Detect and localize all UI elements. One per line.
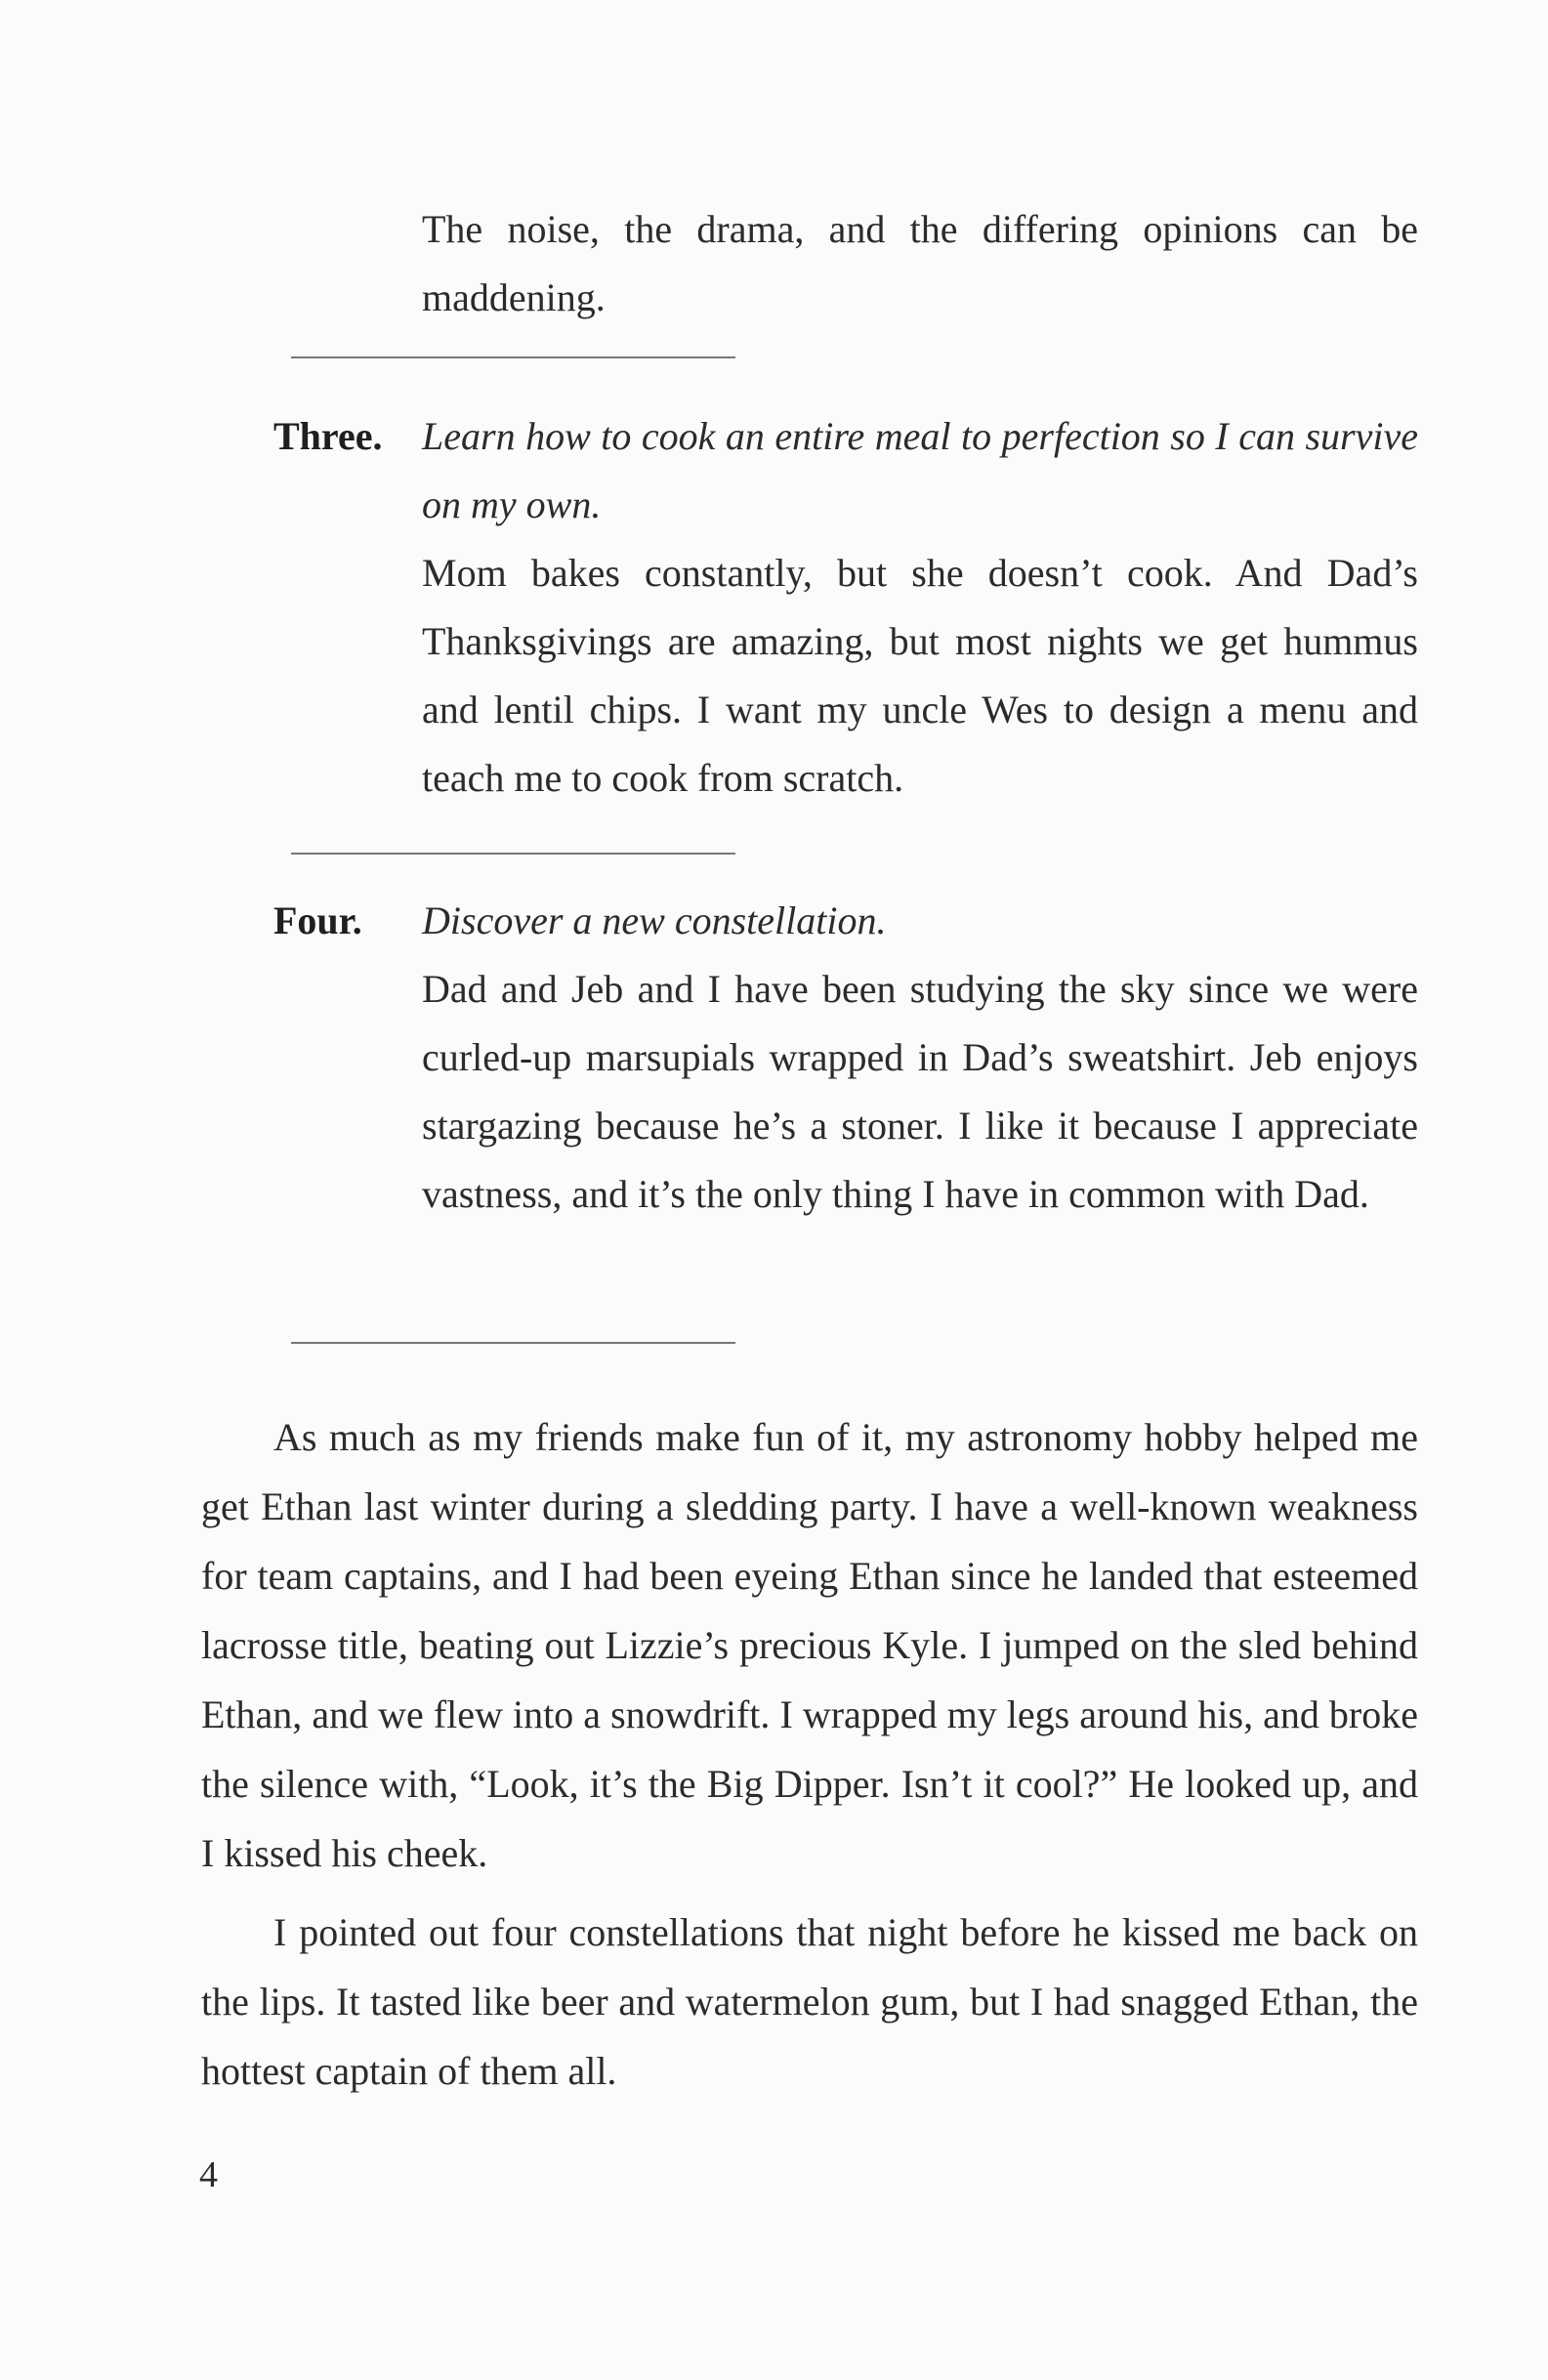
narrative-text xyxy=(201,1402,1418,2115)
item-content xyxy=(422,402,1418,813)
item-body: Dad and Jeb and I have been studying the sky since we were curled-up marsupials wrapped in Dad’s sweatshirt. Jeb enjoys stargazing because he’s a stoner. I like it because I appreciate vastness, and it’s the only thing I have in common with Dad. xyxy=(422,967,1418,1216)
item-body: Mom bakes constantly, but she doesn’t cook. And Dad’s Thanksgivings are amazing, but most nights we get hummus and lentil chips. I want my uncle Wes to design a menu and teach me to cook from scratch. xyxy=(422,551,1418,800)
section-divider xyxy=(291,853,735,855)
item-title: Learn how to cook an entire meal to perfection so I can survive on my own. xyxy=(422,414,1418,526)
item-number: Three. xyxy=(273,414,383,458)
intro-paragraph: The noise, the drama, and the differing opinions can be maddening. xyxy=(422,207,1418,319)
narrative-paragraph: I pointed out four constellations that night before he kissed me back on the lips. It tasted like beer and watermelon gum, but I had snagged Ethan, the hottest captain of them all. xyxy=(201,1910,1418,2093)
item-title: Discover a new constellation. xyxy=(422,898,887,942)
narrative-paragraph: As much as my friends make fun of it, my astronomy hobby helped me get Ethan last winter during a sledding party. I have a well-known weakness for team captains, and I had been eyeing Ethan since he landed that esteemed lacrosse title, beating out Lizzie’s precious Kyle. I jumped on the sled behind Ethan, and we flew into a snowdrift. I wrapped my legs around his, and broke the silence with, “Look, it’s the Big Dipper. Isn’t it cool?” He looked up, and I kissed his cheek. xyxy=(201,1415,1418,1875)
item-content xyxy=(422,887,1418,1229)
section-divider xyxy=(291,1342,735,1344)
section-divider xyxy=(291,356,735,358)
page-number: 4 xyxy=(199,2154,218,2195)
item-number: Four. xyxy=(273,898,362,942)
